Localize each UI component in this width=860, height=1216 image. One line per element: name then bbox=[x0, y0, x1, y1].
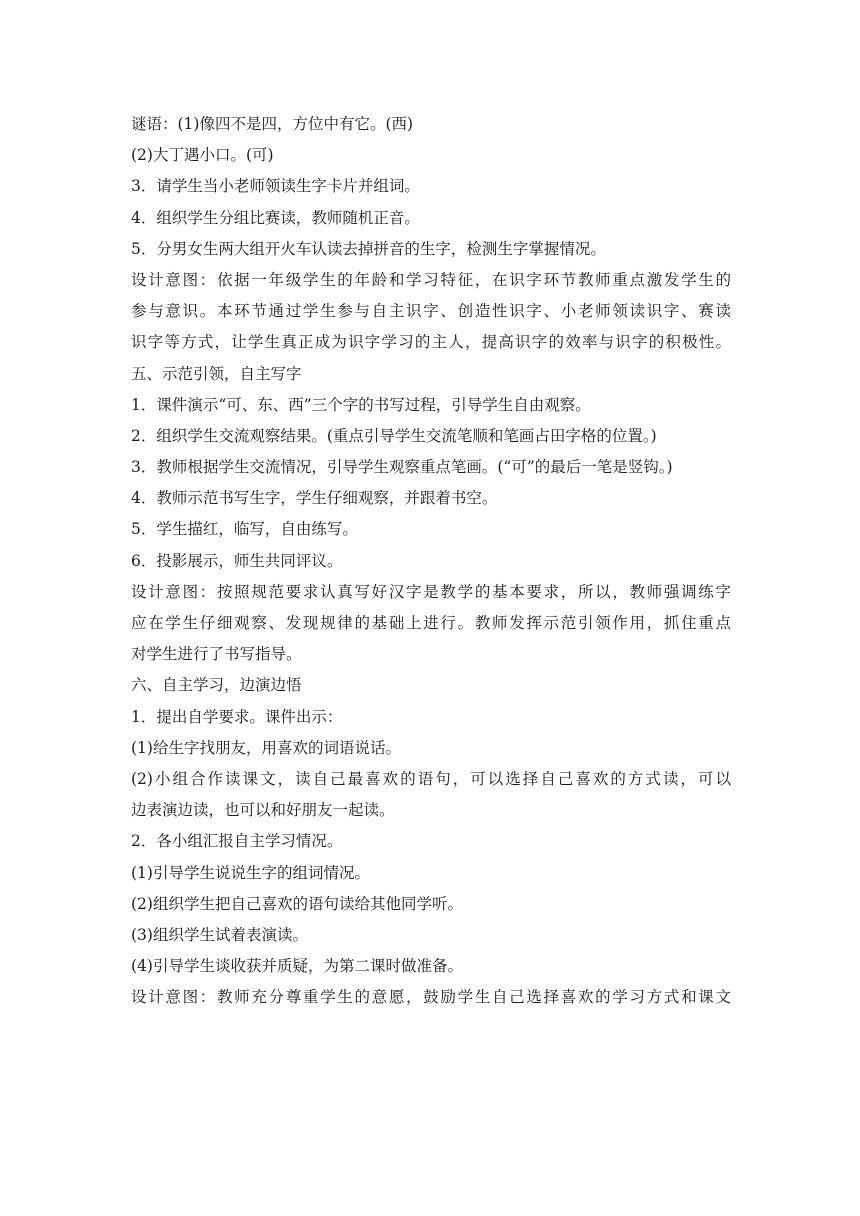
text-line: 1．课件演示“可、东、西”三个字的书写过程，引导学生自由观察。 bbox=[131, 395, 591, 414]
text-line: 设计意图：按照规范要求认真写好汉字是教学的基本要求，所以，教师强调练字 bbox=[131, 582, 731, 601]
text-line: 谜语：(1)像四不是四，方位中有它。(西) bbox=[131, 115, 414, 133]
text-line: 6．投影展示，师生共同评议。 bbox=[131, 551, 343, 570]
text-line: 1．提出自学要求。课件出示： bbox=[131, 707, 343, 726]
text-line: 4．组织学生分组比赛读，教师随机正音。 bbox=[131, 208, 420, 227]
text-line: 5．分男女生两大组开火车认读去掉拼音的生字，检测生字掌握情况。 bbox=[131, 239, 606, 258]
text-line: 3．教师根据学生交流情况，引导学生观察重点笔画。(“可”的最后一笔是竖钩。) bbox=[131, 458, 673, 477]
text-line: 识字等方式，让学生真正成为识字学习的主人，提高识字的效率与识字的积极性。 bbox=[131, 333, 731, 352]
text-line: (2)大丁遇小口。(可) bbox=[131, 146, 274, 165]
text-line: (2)小组合作读课文，读自己最喜欢的语句，可以选择自己喜欢的方式读，可以 bbox=[131, 769, 731, 788]
text-line: 4．教师示范书写生字，学生仔细观察，并跟着书空。 bbox=[131, 489, 498, 508]
text-line: (4)引导学生谈收获并质疑，为第二课时做准备。 bbox=[131, 957, 463, 976]
text-line: 5．学生描红，临写，自由练写。 bbox=[131, 520, 358, 539]
text-line: 设计意图：依据一年级学生的年龄和学习特征，在识字环节教师重点激发学生的 bbox=[131, 270, 731, 289]
text-line: (2)组织学生把自己喜欢的语句读给其他同学听。 bbox=[131, 894, 463, 913]
text-line: 设计意图：教师充分尊重学生的意愿，鼓励学生自己选择喜欢的学习方式和课文 bbox=[131, 988, 731, 1007]
text-line: 边表演边读，也可以和好朋友一起读。 bbox=[131, 801, 395, 820]
text-line: 2．组织学生交流观察结果。(重点引导学生交流笔顺和笔画占田字格的位置。) bbox=[131, 426, 657, 445]
document-body bbox=[131, 109, 731, 1013]
text-line: 参与意识。本环节通过学生参与自主识字、创造性识字、小老师领读识字、赛读 bbox=[131, 302, 731, 321]
text-line: 对学生进行了书写指导。 bbox=[131, 645, 302, 664]
text-line: 六、自主学习，边演边悟 bbox=[131, 676, 302, 695]
text-line: 2．各小组汇报自主学习情况。 bbox=[131, 832, 343, 851]
text-line: 应在学生仔细观察、发现规律的基础上进行。教师发挥示范引领作用，抓住重点 bbox=[131, 614, 731, 632]
text-line: 五、示范引领，自主写字 bbox=[131, 364, 302, 383]
text-line: (3)组织学生试着表演读。 bbox=[131, 925, 308, 944]
text-line: (1)引导学生说说生字的组词情况。 bbox=[131, 863, 370, 882]
text-line: (1)给生字找朋友，用喜欢的词语说话。 bbox=[131, 738, 401, 757]
text-line: 3．请学生当小老师领读生字卡片并组词。 bbox=[131, 177, 420, 196]
